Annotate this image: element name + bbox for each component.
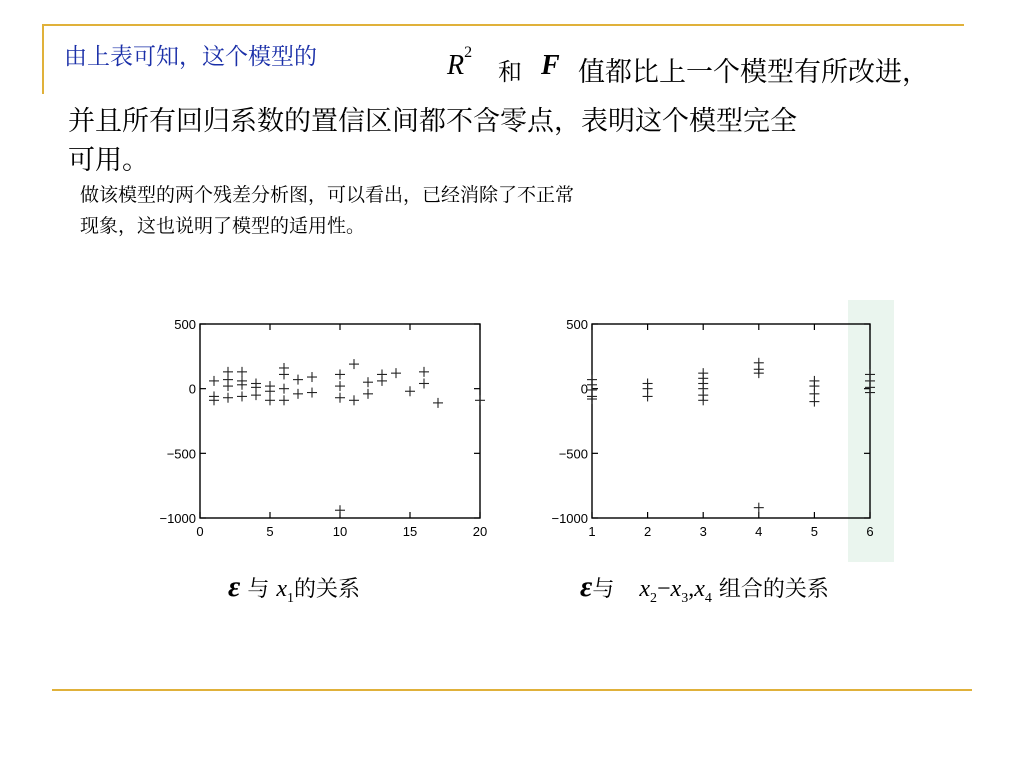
data-point bbox=[335, 369, 345, 379]
x-tick-label: 5 bbox=[810, 524, 819, 539]
residual-chart-right bbox=[532, 300, 894, 562]
data-point bbox=[698, 395, 708, 405]
paragraph-line2: 现象，这也说明了模型的适用性。 bbox=[80, 215, 366, 237]
data-point bbox=[265, 386, 275, 396]
and-word: 和 bbox=[498, 58, 522, 86]
data-point bbox=[265, 395, 275, 405]
data-point bbox=[293, 375, 303, 385]
y-tick-label: −500 bbox=[166, 446, 196, 462]
y-tick-label: 0 bbox=[188, 381, 196, 397]
data-point bbox=[363, 389, 373, 399]
data-point bbox=[335, 393, 345, 403]
header-line1-suffix: 值都比上一个模型有所改进， bbox=[578, 57, 929, 88]
bottom-rule bbox=[52, 689, 972, 691]
data-point bbox=[293, 389, 303, 399]
data-point bbox=[587, 394, 597, 404]
epsilon-symbol: ε bbox=[228, 570, 241, 603]
x-tick-label: 6 bbox=[866, 524, 874, 539]
x-tick-label: 1 bbox=[588, 524, 596, 539]
data-point bbox=[335, 505, 345, 515]
caption-right: ε与 $x_2-x_3,x_4$ 组合的关系 bbox=[580, 570, 829, 606]
data-point bbox=[419, 367, 429, 377]
residual-chart-left bbox=[148, 300, 494, 550]
data-point bbox=[307, 388, 317, 398]
f-symbol: F bbox=[541, 50, 560, 81]
left-rule bbox=[42, 24, 44, 94]
data-point bbox=[279, 395, 289, 405]
r-squared-symbol: $R^2$ bbox=[447, 44, 473, 81]
data-point bbox=[349, 359, 359, 369]
data-point bbox=[809, 397, 819, 407]
data-point bbox=[405, 386, 415, 396]
x-tick-label: 10 bbox=[332, 524, 348, 539]
data-point bbox=[307, 372, 317, 382]
data-point bbox=[377, 376, 387, 386]
data-point bbox=[279, 384, 289, 394]
y-tick-label: −1000 bbox=[551, 511, 588, 526]
plot-frame bbox=[200, 324, 480, 518]
header-line1-prefix: 由上表可知，这个模型的 bbox=[64, 44, 317, 70]
epsilon-symbol: ε bbox=[580, 570, 593, 603]
top-rule bbox=[42, 24, 964, 26]
data-point bbox=[279, 369, 289, 379]
y-tick-label: 500 bbox=[174, 317, 196, 332]
data-point bbox=[391, 368, 401, 378]
paragraph-line1: 做该模型的两个残差分析图，可以看出，已经消除了不正常 bbox=[80, 184, 575, 206]
x-tick-label: 3 bbox=[699, 524, 707, 539]
data-point bbox=[209, 376, 219, 386]
y-tick-label: 500 bbox=[566, 317, 588, 332]
x-tick-label: 0 bbox=[196, 524, 204, 539]
x-tick-label: 20 bbox=[472, 524, 488, 539]
data-point bbox=[475, 395, 485, 405]
description-paragraph bbox=[80, 180, 574, 242]
x-tick-label: 5 bbox=[266, 524, 274, 539]
header-line2: 并且所有回归系数的置信区间都不含零点，表明这个模型完全 bbox=[68, 106, 797, 137]
data-point bbox=[251, 390, 261, 400]
data-point bbox=[643, 391, 653, 401]
y-tick-label: −500 bbox=[558, 446, 588, 462]
plot-frame bbox=[592, 324, 870, 518]
y-tick-label: −1000 bbox=[159, 511, 196, 526]
data-point bbox=[433, 398, 443, 408]
x-tick-label: 15 bbox=[402, 524, 418, 539]
background-strip bbox=[848, 300, 894, 562]
x-tick-label: 4 bbox=[755, 524, 763, 539]
y-tick-label: 0 bbox=[580, 381, 588, 397]
header-line3: 可用。 bbox=[68, 145, 149, 176]
data-point bbox=[754, 503, 764, 513]
caption-left: ε 与 $x_1$的关系 bbox=[228, 570, 360, 606]
data-point bbox=[237, 367, 247, 377]
data-point bbox=[223, 393, 233, 403]
data-point bbox=[349, 395, 359, 405]
data-point bbox=[419, 378, 429, 388]
data-point bbox=[237, 391, 247, 401]
data-point bbox=[223, 381, 233, 391]
data-point bbox=[335, 381, 345, 391]
data-point bbox=[363, 377, 373, 387]
x-tick-label: 2 bbox=[643, 524, 652, 539]
